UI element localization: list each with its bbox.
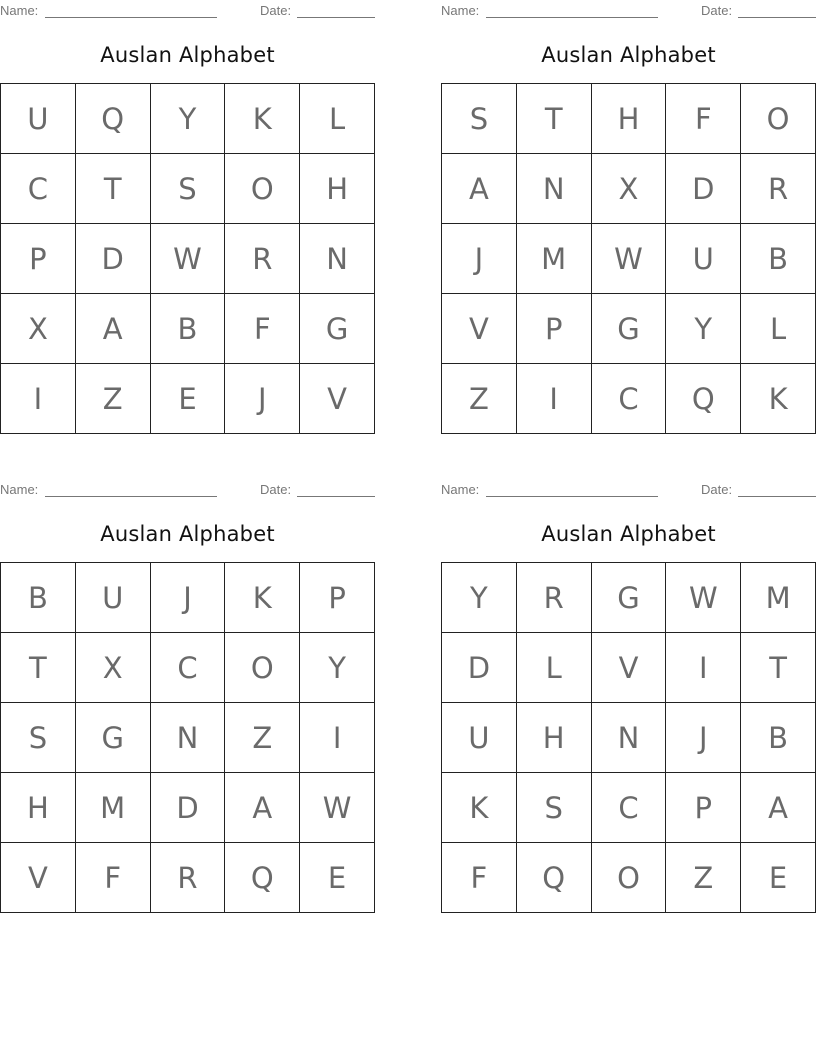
bingo-card [441,479,816,919]
grid-cell: H [592,84,667,154]
grid-cell: E [300,843,375,913]
name-date-header [0,482,375,498]
grid-cell: S [1,703,76,773]
grid-cell: O [225,154,300,224]
grid-cell: K [442,773,517,843]
grid-cell: C [592,364,667,434]
date-label: Date: [701,482,733,497]
date-blank-line [297,496,375,497]
grid-cell: Y [300,633,375,703]
grid-cell: D [666,154,741,224]
grid-cell: K [741,364,816,434]
grid-cell: R [517,563,592,633]
grid-cell: A [741,773,816,843]
grid-cell: E [151,364,226,434]
grid-cell: M [517,224,592,294]
grid-cell: J [442,224,517,294]
grid-cell: G [592,563,667,633]
grid-cell: J [666,703,741,773]
grid-cell: F [76,843,151,913]
grid-cell: U [1,84,76,154]
name-date-header [441,3,816,19]
grid-cell: I [666,633,741,703]
name-date-header [441,482,816,498]
grid-cell: R [225,224,300,294]
name-label: Name: [0,3,39,18]
grid-cell: X [1,294,76,364]
bingo-card [0,479,375,919]
grid-cell: L [300,84,375,154]
grid-cell: Q [225,843,300,913]
grid-cell: P [300,563,375,633]
grid-cell: Z [666,843,741,913]
date-blank-line [738,17,816,18]
grid-cell: C [151,633,226,703]
grid-cell: N [300,224,375,294]
grid-cell: V [1,843,76,913]
grid-cell: Y [442,563,517,633]
date-blank-line [738,496,816,497]
grid-cell: I [517,364,592,434]
letter-grid [441,83,816,434]
grid-cell: R [741,154,816,224]
name-blank-line [486,496,658,497]
date-blank-line [297,17,375,18]
grid-cell: P [666,773,741,843]
grid-cell: U [442,703,517,773]
grid-cell: H [1,773,76,843]
grid-cell: K [225,84,300,154]
grid-cell: Y [151,84,226,154]
grid-cell: U [76,563,151,633]
grid-cell: U [666,224,741,294]
name-blank-line [45,17,217,18]
letter-grid [441,562,816,913]
grid-cell: C [1,154,76,224]
grid-cell: K [225,563,300,633]
grid-cell: F [225,294,300,364]
grid-cell: S [442,84,517,154]
grid-cell: A [442,154,517,224]
grid-cell: D [76,224,151,294]
grid-cell: F [442,843,517,913]
grid-cell: T [741,633,816,703]
grid-cell: Q [666,364,741,434]
grid-cell: G [300,294,375,364]
grid-cell: G [76,703,151,773]
grid-cell: E [741,843,816,913]
grid-cell: V [592,633,667,703]
date-label: Date: [701,3,733,18]
grid-cell: H [300,154,375,224]
grid-cell: M [741,563,816,633]
grid-cell: J [151,563,226,633]
name-blank-line [486,17,658,18]
grid-cell: P [517,294,592,364]
name-label: Name: [441,3,480,18]
grid-cell: I [300,703,375,773]
grid-cell: Y [666,294,741,364]
grid-cell: X [76,633,151,703]
grid-cell: W [300,773,375,843]
grid-cell: O [592,843,667,913]
name-label: Name: [441,482,480,497]
grid-cell: F [666,84,741,154]
grid-cell: C [592,773,667,843]
grid-cell: T [1,633,76,703]
grid-cell: W [666,563,741,633]
grid-cell: N [151,703,226,773]
grid-cell: S [517,773,592,843]
grid-cell: Z [442,364,517,434]
grid-cell: T [76,154,151,224]
name-blank-line [45,496,217,497]
grid-cell: P [1,224,76,294]
bingo-card [441,0,816,440]
date-label: Date: [260,482,292,497]
name-label: Name: [0,482,39,497]
bingo-card [0,0,375,440]
grid-cell: D [442,633,517,703]
letter-grid [0,562,375,913]
card-title: Auslan Alphabet [541,522,716,546]
grid-cell: Q [517,843,592,913]
grid-cell: Z [225,703,300,773]
grid-cell: N [592,703,667,773]
grid-cell: I [1,364,76,434]
letter-grid [0,83,375,434]
grid-cell: O [225,633,300,703]
grid-cell: Q [76,84,151,154]
grid-cell: J [225,364,300,434]
grid-cell: T [517,84,592,154]
grid-cell: O [741,84,816,154]
grid-cell: B [741,224,816,294]
grid-cell: Z [76,364,151,434]
grid-cell: M [76,773,151,843]
date-label: Date: [260,3,292,18]
grid-cell: B [1,563,76,633]
grid-cell: W [592,224,667,294]
grid-cell: H [517,703,592,773]
grid-cell: D [151,773,226,843]
grid-cell: R [151,843,226,913]
grid-cell: B [151,294,226,364]
name-date-header [0,3,375,19]
grid-cell: X [592,154,667,224]
grid-cell: L [741,294,816,364]
grid-cell: W [151,224,226,294]
grid-cell: A [76,294,151,364]
grid-cell: S [151,154,226,224]
grid-cell: L [517,633,592,703]
grid-cell: G [592,294,667,364]
grid-cell: V [442,294,517,364]
grid-cell: V [300,364,375,434]
card-title: Auslan Alphabet [100,522,275,546]
card-title: Auslan Alphabet [541,43,716,67]
grid-cell: B [741,703,816,773]
grid-cell: A [225,773,300,843]
grid-cell: N [517,154,592,224]
card-title: Auslan Alphabet [100,43,275,67]
